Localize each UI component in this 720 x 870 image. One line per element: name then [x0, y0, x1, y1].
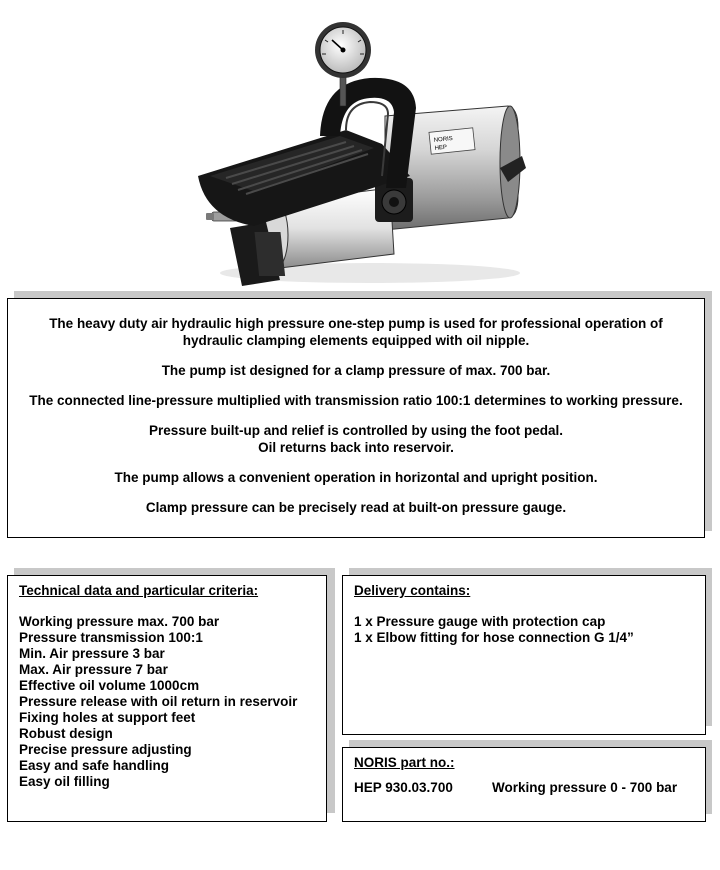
technical-data-panel: [7, 575, 327, 822]
technical-item: Min. Air pressure 3 bar: [19, 646, 165, 661]
technical-item: Easy and safe handling: [19, 758, 170, 773]
description-text-2: The pump ist designed for a clamp pressure of max. 700 bar.: [161, 363, 551, 378]
delivery-panel: [342, 575, 706, 735]
description-text-6: The pump allows a convenient operation in horizontal and upright position.: [114, 470, 598, 485]
technical-item: Working pressure max. 700 bar: [19, 614, 220, 629]
technical-item: Max. Air pressure 7 bar: [19, 662, 168, 677]
description-text-4: Pressure built-up and relief is controlled by using the foot pedal.: [148, 423, 564, 438]
delivery-header: Delivery contains:: [354, 583, 471, 598]
description-text-3: The connected line-pressure multiplied with transmission ratio 100:1 determines to working pressure.: [29, 393, 683, 408]
technical-item: Pressure transmission 100:1: [19, 630, 203, 645]
technical-item: Pressure release with oil return in reservoir: [19, 694, 298, 709]
pump-label-plate: [429, 128, 475, 154]
technical-item: Easy oil filling: [19, 774, 110, 789]
description-panel: [7, 298, 705, 538]
part-row: [354, 780, 694, 795]
label-line-1: NORIS: [433, 135, 454, 144]
part-number-panel: [342, 747, 706, 822]
label-line-2: HEP: [434, 144, 448, 152]
description-text-7: Clamp pressure can be precisely read at built-on pressure gauge.: [145, 500, 567, 515]
technical-item: Fixing holes at support feet: [19, 710, 196, 725]
technical-list: [19, 614, 315, 790]
technical-item: Precise pressure adjusting: [19, 742, 192, 757]
technical-header: Technical data and particular criteria:: [19, 583, 259, 598]
pressure-gauge-icon: [315, 22, 371, 78]
technical-item: Robust design: [19, 726, 113, 741]
delivery-item: 1 x Pressure gauge with protection cap: [354, 614, 606, 629]
part-working-pressure: Working pressure 0 - 700 bar: [492, 780, 678, 795]
description-text-1: The heavy duty air hydraulic high pressure one-step pump is used for professional operation of hydraulic clamping elements equipped with oil nipple.: [49, 316, 663, 348]
description-text-5: Oil returns back into reservoir.: [258, 440, 454, 455]
delivery-item: 1 x Elbow fitting for hose connection G 1/4”: [354, 630, 634, 645]
product-image: [170, 18, 530, 290]
delivery-list: [354, 614, 694, 646]
part-number: HEP 930.03.700: [354, 780, 453, 795]
part-header: NORIS part no.:: [354, 755, 455, 770]
technical-item: Effective oil volume 1000cm: [19, 678, 200, 693]
